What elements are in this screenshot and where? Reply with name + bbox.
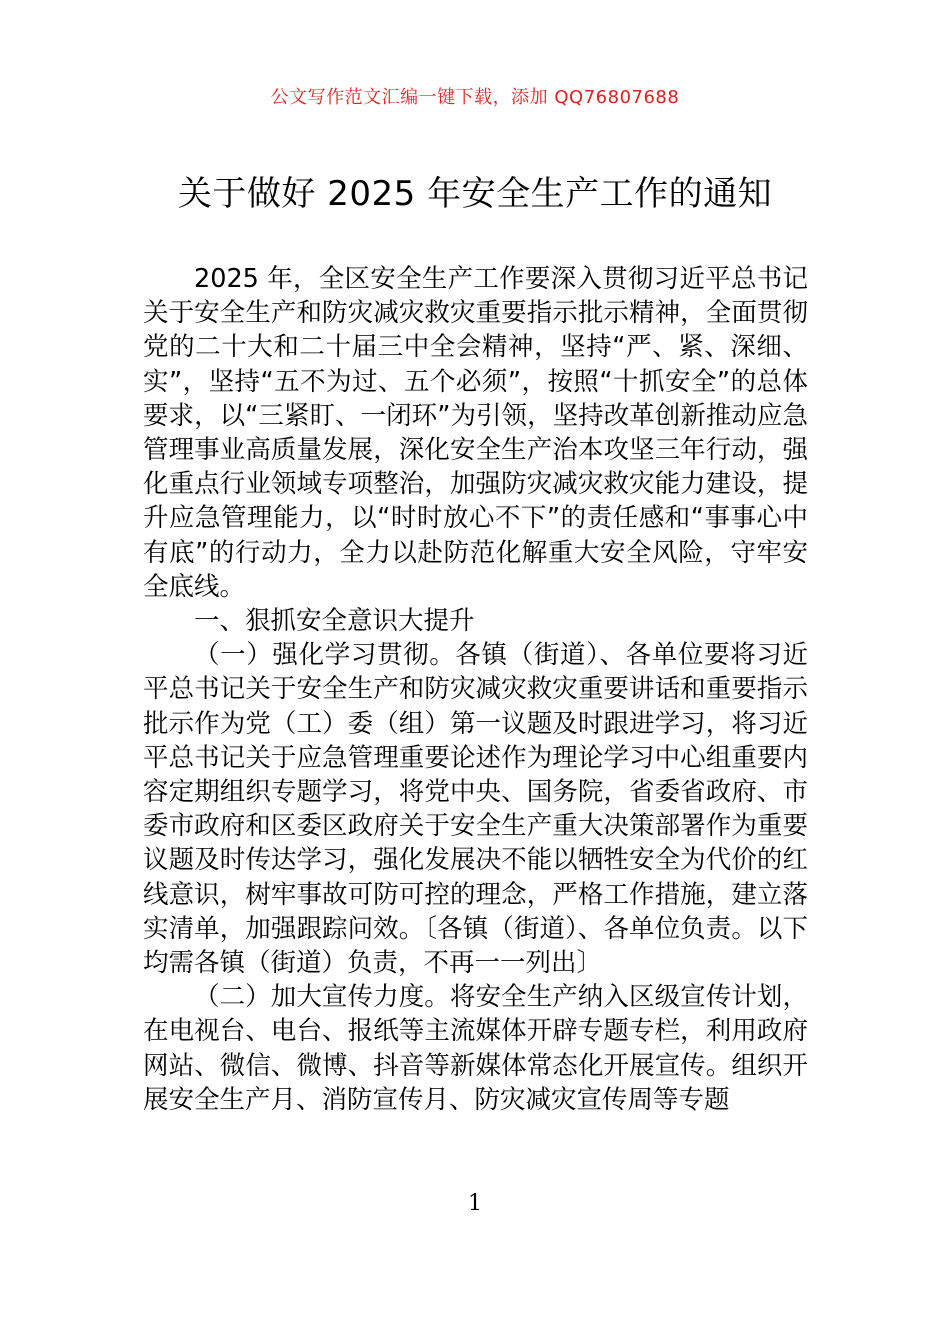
download-notice: 公文写作范文汇编一键下载，添加 QQ76807688	[270, 87, 680, 108]
document-body	[143, 262, 808, 1117]
paragraph-study: （一）强化学习贯彻。各镇（街道）、各单位要将习近平总书记关于安全生产和防灾减灾救灾重要讲话和重要指示批示作为党（工）委（组）第一议题及时跟进学习，将习近平总书记关于应急管理重要论述作为理论学习中心组重要内容定期组织专题学习，将党中央、国务院，省委省政府、市委市政府和区委区政府关于安全生产重大决策部署作为重要议题及时传达学习，强化发展决不能以牺牲安全为代价的红线意识，树牢事故可防可控的理念，严格工作措施，建立落实清单，加强跟踪问效。〔各镇（街道）、各单位负责。以下均需各镇（街道）负责，不再一一列出〕	[143, 640, 808, 979]
intro-paragraph: 2025 年，全区安全生产工作要深入贯彻习近平总书记关于安全生产和防灾减灾救灾重要指示批示精神，全面贯彻党的二十大和二十届三中全会精神，坚持“严、紧、深细、实”，坚持“五不为过、五个必须”，按照“十抓安全”的总体要求，以“三紧盯、一闭环”为引领，坚持改革创新推动应急管理事业高质量发展，深化安全生产治本攻坚三年行动，强化重点行业领域专项整治，加强防灾减灾救灾能力建设，提升应急管理能力，以“时时放心不下”的责任感和“事事心中有底”的行动力，全力以赴防范化解重大安全风险，守牢安全底线。	[143, 264, 808, 602]
paragraph-publicity: （二）加大宣传力度。将安全生产纳入区级宣传计划，在电视台、电台、报纸等主流媒体开辟专题专栏，利用政府网站、微信、微博、抖音等新媒体常态化开展宣传。组织开展安全生产月、消防宣传月、防灾减灾宣传周等专题	[143, 982, 808, 1115]
section-heading-1: 一、狠抓安全意识大提升	[194, 606, 475, 637]
page-number: 1	[468, 1191, 482, 1216]
document-title: 关于做好 2025 年安全生产工作的通知	[177, 174, 773, 214]
